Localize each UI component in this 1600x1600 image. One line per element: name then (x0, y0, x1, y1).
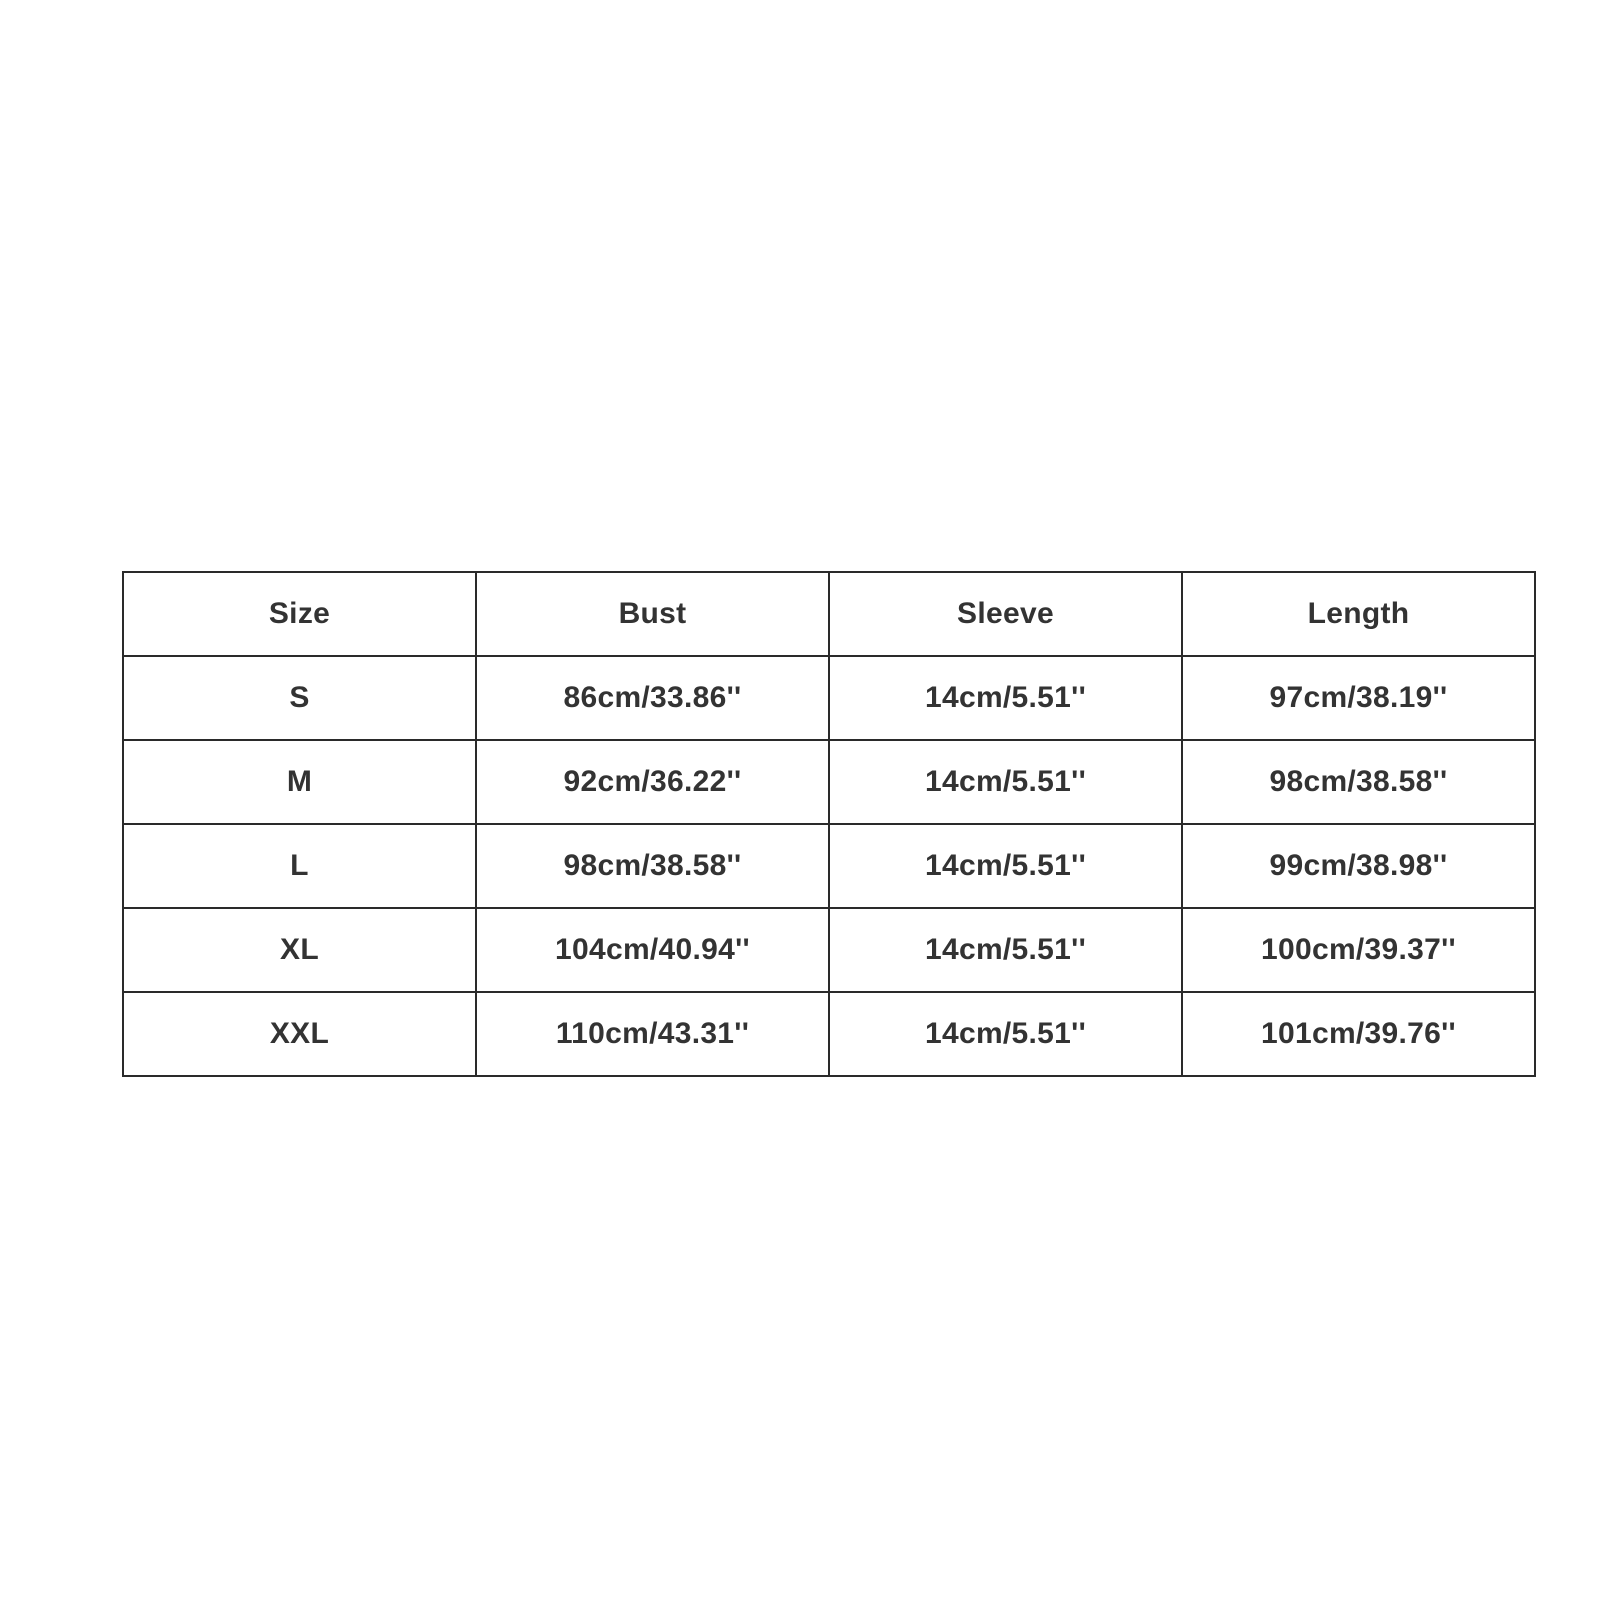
sleeve-cell: 14cm/5.51'' (829, 908, 1182, 992)
bust-cell: 86cm/33.86'' (476, 656, 829, 740)
size-cell: M (123, 740, 476, 824)
bust-cell: 92cm/36.22'' (476, 740, 829, 824)
bust-cell: 104cm/40.94'' (476, 908, 829, 992)
table-row (123, 740, 1535, 824)
length-cell: 97cm/38.19'' (1182, 656, 1535, 740)
bust-cell: 110cm/43.31'' (476, 992, 829, 1076)
length-cell: 101cm/39.76'' (1182, 992, 1535, 1076)
table-row (123, 908, 1535, 992)
table-row (123, 992, 1535, 1076)
sleeve-cell: 14cm/5.51'' (829, 740, 1182, 824)
table-row (123, 824, 1535, 908)
header-length: Length (1182, 572, 1535, 656)
length-cell: 100cm/39.37'' (1182, 908, 1535, 992)
header-size: Size (123, 572, 476, 656)
size-cell: XL (123, 908, 476, 992)
size-cell: L (123, 824, 476, 908)
sleeve-cell: 14cm/5.51'' (829, 824, 1182, 908)
table-row (123, 656, 1535, 740)
size-cell: S (123, 656, 476, 740)
size-chart-table (122, 571, 1536, 1077)
header-bust: Bust (476, 572, 829, 656)
length-cell: 98cm/38.58'' (1182, 740, 1535, 824)
header-sleeve: Sleeve (829, 572, 1182, 656)
bust-cell: 98cm/38.58'' (476, 824, 829, 908)
header-row (123, 572, 1535, 656)
size-cell: XXL (123, 992, 476, 1076)
sleeve-cell: 14cm/5.51'' (829, 992, 1182, 1076)
sleeve-cell: 14cm/5.51'' (829, 656, 1182, 740)
length-cell: 99cm/38.98'' (1182, 824, 1535, 908)
